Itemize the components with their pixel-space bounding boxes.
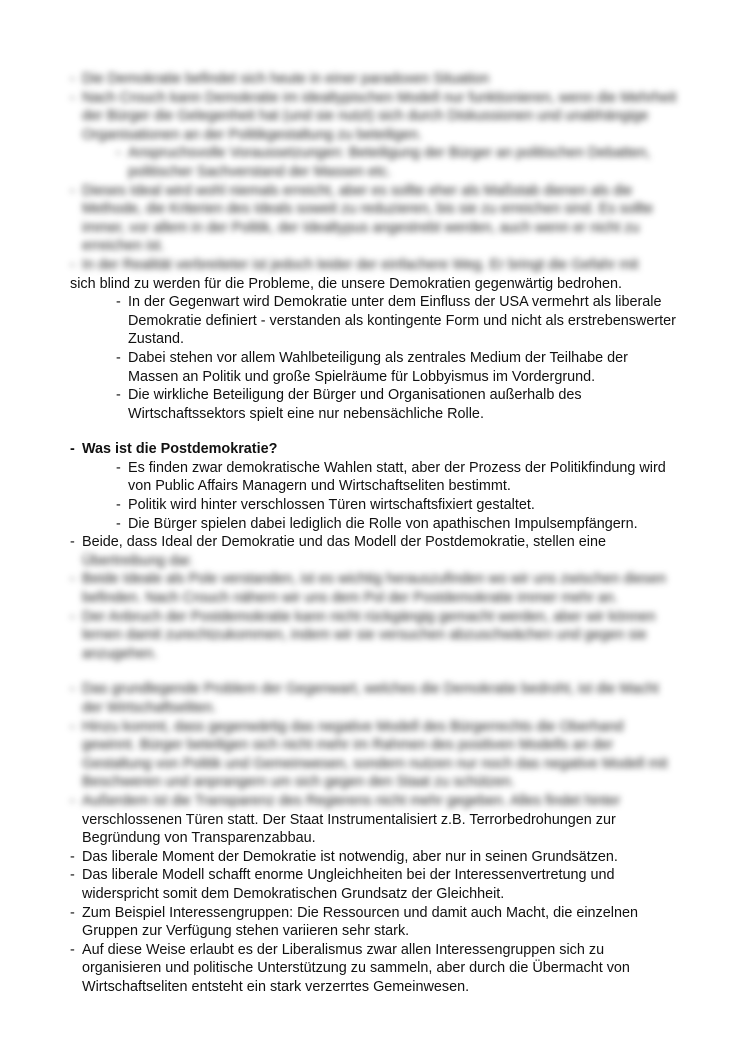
bullet-item: - Außerdem ist die Transparenz des Regierens nicht mehr gegeben. Alles findet hinter: [70, 792, 680, 811]
continuation-text: sich blind zu werden für die Probleme, die unsere Demokratien gegenwärtig bedrohen.: [70, 275, 622, 292]
blurred-middle: [70, 552, 680, 811]
bullet-item: - Beide Ideale als Pole verstanden, ist es wichtig herauszufinden wo wir uns zwischen diesen befinden. Nach Crouch nähern wir uns dem Pol der Postdemokratie immer mehr an.: [70, 570, 680, 607]
bullet-item: - Hinzu kommt, dass gegenwärtig das negative Modell des Bürgerrechts die Oberhand gewinnt. Bürger beteiligen sich nicht mehr im Rahmen des positiven Modells an der Gestaltung von Politik und Gemeinwesen, sondern nutzen nur noch das negative Modell mit Beschweren und anprangern um sich gegen den Staat zu schützen.: [70, 718, 680, 792]
bullet-item: - Das liberale Moment der Demokratie ist notwendig, aber nur in seinen Grundsätzen.: [70, 848, 680, 867]
sub-bullet-item: - Politik wird hinter verschlossen Türen wirtschaftsfixiert gestaltet.: [70, 496, 680, 515]
sub-bullet-item: - Dabei stehen vor allem Wahlbeteiligung als zentrales Medium der Teilhabe der Massen an Politik und große Spielräume für Lobbyismus im Vordergrund.: [70, 349, 680, 386]
clear-section-1: [70, 275, 680, 424]
document-body: [70, 70, 680, 997]
clear-section-3: [70, 811, 680, 997]
paragraph-gap: [70, 663, 680, 680]
blurred-intro: [70, 70, 680, 275]
clear-section-2: [70, 459, 680, 552]
bullet-item: - Das liberale Modell schafft enorme Ungleichheiten bei der Interessenvertretung und widerspricht somit dem Demokratischen Grundsatz der Gleichheit.: [70, 866, 680, 903]
continuation-text: Übertreibung dar.: [82, 552, 194, 569]
bullet-item: - Der Anbruch der Postdemokratie kann nicht rückgängig gemacht werden, aber wir können lernen damit zurechtzukommen, indem wir sie versuchen abzuschwächen und gegen sie anzugehen.: [70, 608, 680, 664]
sub-bullet-item: - Anspruchsvolle Voraussetzungen: Beteiligung der Bürger an politischen Debatten, politischer Sachverstand der Massen etc.: [70, 144, 680, 181]
bullet-item: - Die Demokratie befindet sich heute in einer paradoxen Situation: [70, 70, 680, 89]
bullet-item: - Auf diese Weise erlaubt es der Liberalismus zwar allen Interessengruppen sich zu organisieren und politische Unterstützung zu sammeln, aber durch die Übermacht von Wirtschaftseliten entsteht ein stark verzerrtes Gemeinwesen.: [70, 941, 680, 997]
bullet-item: - In der Realität verbreiteter ist jedoch leider der einfachere Weg. Er bringt die Gefahr mit: [70, 256, 680, 275]
continuation-text: verschlossenen Türen statt. Der Staat Instrumentalisiert z.B. Terrorbedrohungen zur Begründung von Transparenzabbau.: [82, 811, 616, 847]
sub-bullet-item: - Es finden zwar demokratische Wahlen statt, aber der Prozess der Politikfindung wird von Public Affairs Managern und Wirtschaftseliten bestimmt.: [70, 459, 680, 496]
sub-bullet-item: - Die wirkliche Beteiligung der Bürger und Organisationen außerhalb des Wirtschaftssektors spielt eine nur nebensächliche Rolle.: [70, 386, 680, 423]
bullet-item: - Das grundlegende Problem der Gegenwart, welches die Demokratie bedroht, ist die Macht der Wirtschaftseliten.: [70, 680, 680, 717]
section-heading: - Was ist die Postdemokratie?: [70, 440, 680, 459]
bullet-item: - Dieses Ideal wird wohl niemals erreicht, aber es sollte eher als Maßstab dienen als die Methode, die Kriterien des Ideals soweit zu reduzieren, bis sie zu erreichen sind. Es sollte immer, vor allem in der Politik, der Idealtypus angestrebt werden, auch wenn er nicht zu erreichen ist.: [70, 182, 680, 256]
sub-bullet-item: - Die Bürger spielen dabei lediglich die Rolle von apathischen Impulsempfängern.: [70, 515, 680, 534]
bullet-item: - Beide, dass Ideal der Demokratie und das Modell der Postdemokratie, stellen eine: [70, 533, 680, 552]
bullet-item: - Nach Crouch kann Demokratie im idealtypischen Modell nur funktionieren, wenn die Mehrheit der Bürger die Gelegenheit hat (und sie nutzt) sich durch Diskussionen und unabhängige Organisationen an der Politikgestaltung zu beteiligen.: [70, 89, 680, 145]
sub-bullet-item: - In der Gegenwart wird Demokratie unter dem Einfluss der USA vermehrt als liberale Demokratie definiert - verstanden als kontingente Form und nicht als erstrebenswerter Zustand.: [70, 293, 680, 349]
bullet-item: - Zum Beispiel Interessengruppen: Die Ressourcen und damit auch Macht, die einzelnen Gruppen zur Verfügung stehen variieren sehr stark.: [70, 904, 680, 941]
